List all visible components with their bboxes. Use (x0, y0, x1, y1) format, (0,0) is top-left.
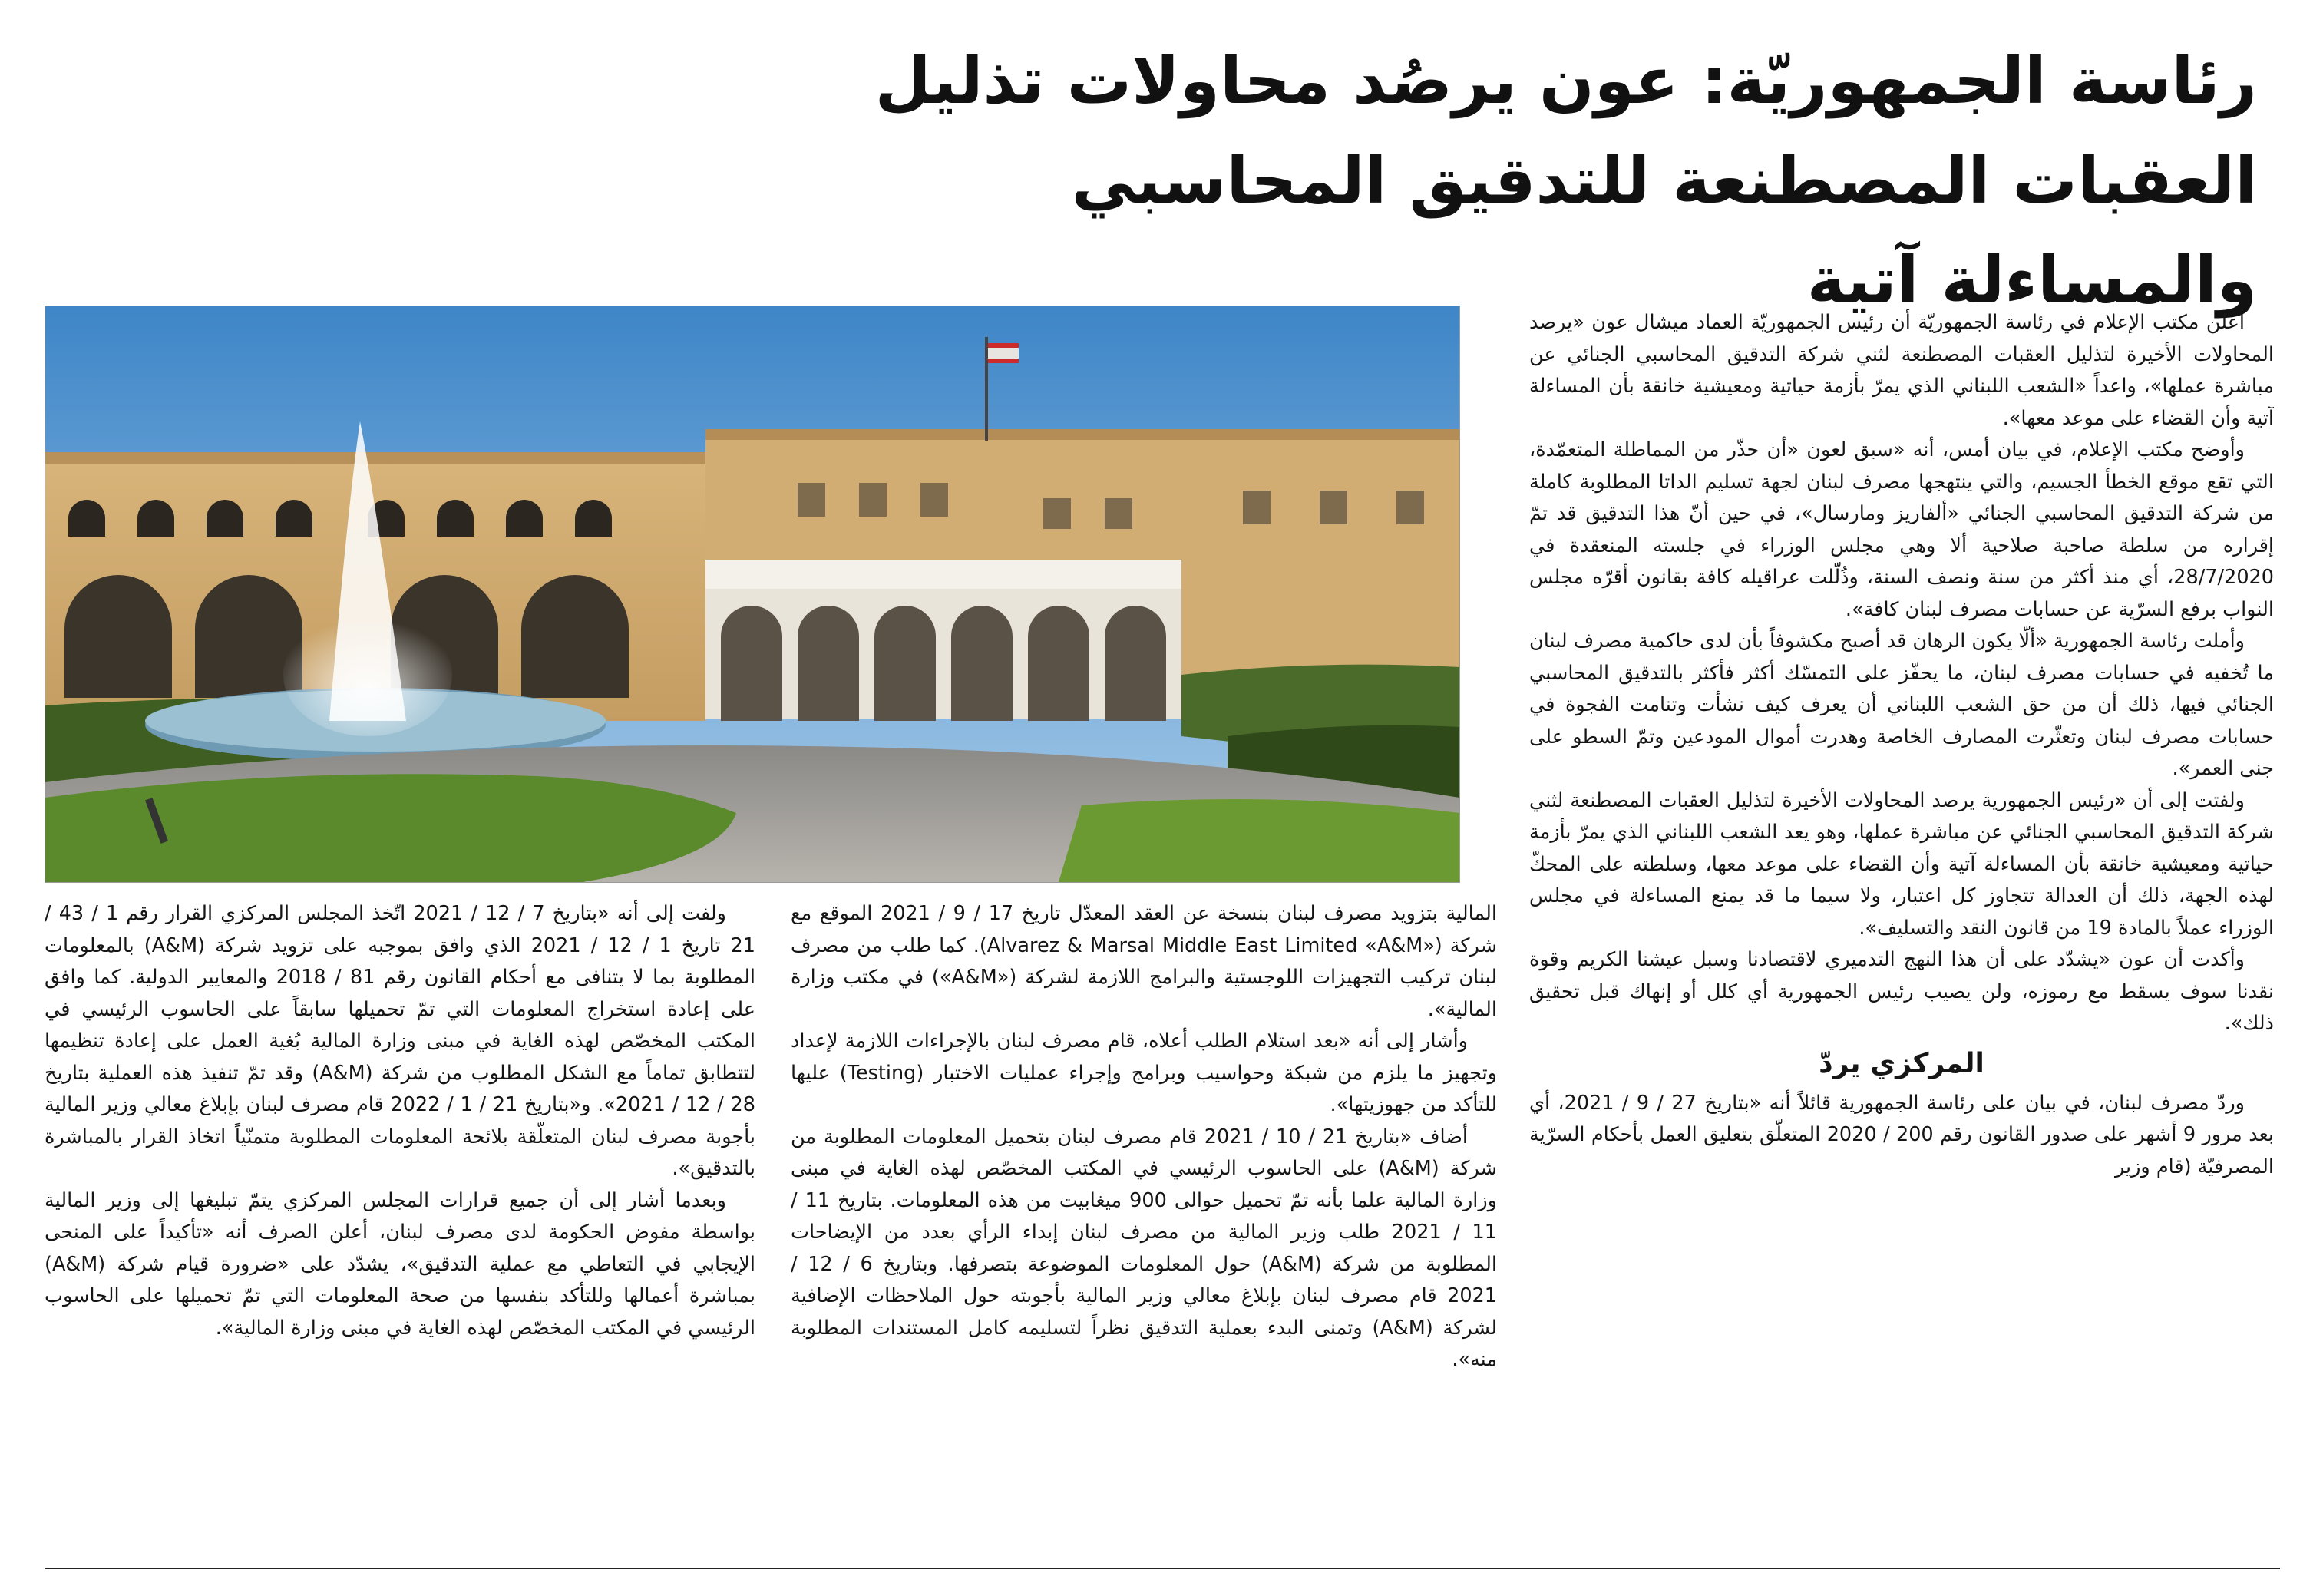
headline-line-2: العقبات المصطنعة للتدقيق المحاسبي والمساءلة آتية (1071, 143, 2257, 318)
article-column-1 (1529, 307, 2274, 1566)
section-subhead: المركزي يردّ (1819, 1047, 1984, 1079)
headline (752, 31, 2257, 330)
paragraph: ولفت إلى أنه «بتاريخ 7 / 12 / 2021 اتّخذ المجلس المركزي القرار رقم 1 / 43 / 21 تاريخ 1 / 12 / 2021 الذي وافق بموجبه على تزويد شركة (A&M) بالمعلومات المطلوبة بما لا يتنافى مع أحكام القانون رقم 81 / 2018 والمعايير الدولية. كما وافق على إعادة استخراج المعلومات التي تمّ تحميلها سابقاً على الحاسوب الرئيسي في المكتب المخصّص لهذه الغاية في مبنى وزارة المالية بُغية العمل على إعادة تنظيمها لتتطابق تماماً مع الشكل المطلوب من شركة (A&M) وقد تمّ تنفيذ هذه العملية بتاريخ 28 / 12 / 2021». و«بتاريخ 21 / 1 / 2022 قام مصرف لبنان بإبلاغ معالي وزير المالية بأجوبة مصرف لبنان المتعلّقة بلائحة المعلومات المطلوبة متمنّياً اتخاذ القرار بالمباشرة بالتدقيق». (45, 902, 755, 1180)
paragraph: أضاف «بتاريخ 21 / 10 / 2021 قام مصرف لبنان بتحميل المعلومات المطلوبة من شركة (A&M) على الحاسوب الرئيسي في المكتب المخصّص لهذه الغاية في مبنى وزارة المالية علما بأنه تمّ تحميل حوالى 900 ميغابيت من هذه المعلومات. بتاريخ 11 / 11 / 2021 طلب وزير المالية من مصرف لبنان إبداء الرأي بعدد من الإيضاحات المطلوبة من شركة (A&M) حول المعلومات الموضوعة بتصرفها. وبتاريخ 6 / 12 / 2021 قام مصرف لبنان بإبلاغ معالي وزير المالية بأجوبته حول الملاحظات الإضافية لشركة (A&M) وتمنى البدء بعملية التدقيق نظراً لتسليمه كامل المستندات المطلوبة منه». (791, 1125, 1497, 1371)
paragraph: وأكدت أن عون «يشدّد على أن هذا النهج التدميري لاقتصادنا وسبل عيشنا الكريم وقوة نقدنا سوف يسقط مع رموزه، ولن يصيب رئيس الجمهورية أي كلل أو إنهاك قبل تحقيق ذلك». (1529, 948, 2274, 1035)
paragraph: وردّ مصرف لبنان، في بيان على رئاسة الجمهورية قائلاً أنه «بتاريخ 27 / 9 / 2021، أي بعد مرور 9 أشهر على صدور القانون رقم 200 / 2020 المتعلّق بتعليق العمل بأحكام السرّية المصرفيّة (قام وزير (1529, 1091, 2274, 1178)
paragraph: أعلن مكتب الإعلام في رئاسة الجمهوريّة أن رئيس الجمهوريّة العماد ميشال عون «يرصد المحاولات الأخيرة لتذليل العقبات المصطنعة لثني شركة التدقيق المحاسبي الجنائي عن مباشرة عملها»، واعداً «الشعب اللبناني الذي يمرّ بأزمة حياتية ومعيشية خانقة بأن المساءلة آتية وأن القضاء على موعد معها». (1529, 311, 2274, 430)
article-column-2 (791, 898, 1497, 1566)
article-photo (45, 306, 1460, 883)
paragraph: ولفتت إلى أن «رئيس الجمهورية يرصد المحاولات الأخيرة لتذليل العقبات المصطنعة لثني شركة التدقيق المحاسبي الجنائي عن مباشرة عملها، وهو يعد الشعب اللبناني الذي يمرّ بأزمة حياتية ومعيشية خانقة بأن المساءلة آتية وأن القضاء على موعد معها، وسلطته على المحكّ لهذه الجهة، ذلك أن العدالة تتجاوز كل اعتبار، ولا سيما ما قد يمنع المساءلة في مجلس الوزراء عملاً بالمادة 19 من قانون النقد والتسليف». (1529, 788, 2274, 940)
article-column-3 (45, 898, 755, 1566)
paragraph: وأملت رئاسة الجمهورية «ألّا يكون الرهان قد أصبح مكشوفاً بأن لدى حاكمية مصرف لبنان ما تُخفيه في حسابات مصرف لبنان، ما يحفّز على التمسّك أكثر فأكثر بالتدقيق المحاسبي الجنائي فيها، ذلك أن من حق الشعب اللبناني أن يعرف كيف نشأت وتنامت الفجوة في حسابات مصرف لبنان وتعثّرت المصارف الخاصة وهدرت أموال المودعين وتمّ السطو على جنى العمر». (1529, 629, 2274, 780)
bottom-rule (45, 1568, 2280, 1569)
paragraph: المالية بتزويد مصرف لبنان بنسخة عن العقد المعدّل تاريخ 17 / 9 / 2021 الموقع مع شركة («Alvarez & Marsal Middle East Limited «A&M). كما طلب من مصرف لبنان تركيب التجهيزات اللوجستية والبرامج اللازمة لشركة («A&M») في مكتب وزارة المالية». (791, 902, 1497, 1021)
headline-line-1: رئاسة الجمهوريّة: عون يرصُد محاولات تذليل (874, 43, 2257, 118)
paragraph: وأوضح مكتب الإعلام، في بيان أمس، أنه «سبق لعون «أن حذّر من المماطلة المتعمّدة، التي تقع موقع الخطأ الجسيم، والتي ينتهجها مصرف لبنان لجهة تسليم الداتا المطلوبة كاملة من شركة التدقيق المحاسبي الجنائي «ألفاريز ومارسال»، في حين أنّ هذا التدقيق قد تمّ إقراره من سلطة صاحبة صلاحية ألا وهي مجلس الوزراء في جلسته المنعقدة في 28/7/2020، أي منذ أكثر من سنة ونصف السنة، وذُلّلت عراقيله كافة بقانون أقرّه مجلس النواب برفع السرّية عن حسابات مصرف لبنان كافة». (1529, 438, 2274, 621)
paragraph: وأشار إلى أنه «بعد استلام الطلب أعلاه، قام مصرف لبنان بالإجراءات اللازمة لإعداد وتجهيز ما يلزم من شبكة وحواسيب وبرامج وإجراء عمليات الاختبار (Testing) عليها للتأكد من جهوزيتها». (791, 1029, 1497, 1116)
paragraph: وبعدما أشار إلى أن جميع قرارات المجلس المركزي يتمّ تبليغها إلى وزير المالية بواسطة مفوض الحكومة لدى مصرف لبنان، أعلن الصرف أنه «تأكيداً على المنحى الإيجابي في التعاطي مع عملية التدقيق»، يشدّد على «ضرورة قيام شركة (A&M) بمباشرة أعمالها وللتأكد بنفسها من صحة المعلومات التي تمّ تحميلها على الحاسوب الرئيسي في المكتب المخصّص لهذه الغاية في مبنى وزارة المالية». (45, 1188, 755, 1340)
